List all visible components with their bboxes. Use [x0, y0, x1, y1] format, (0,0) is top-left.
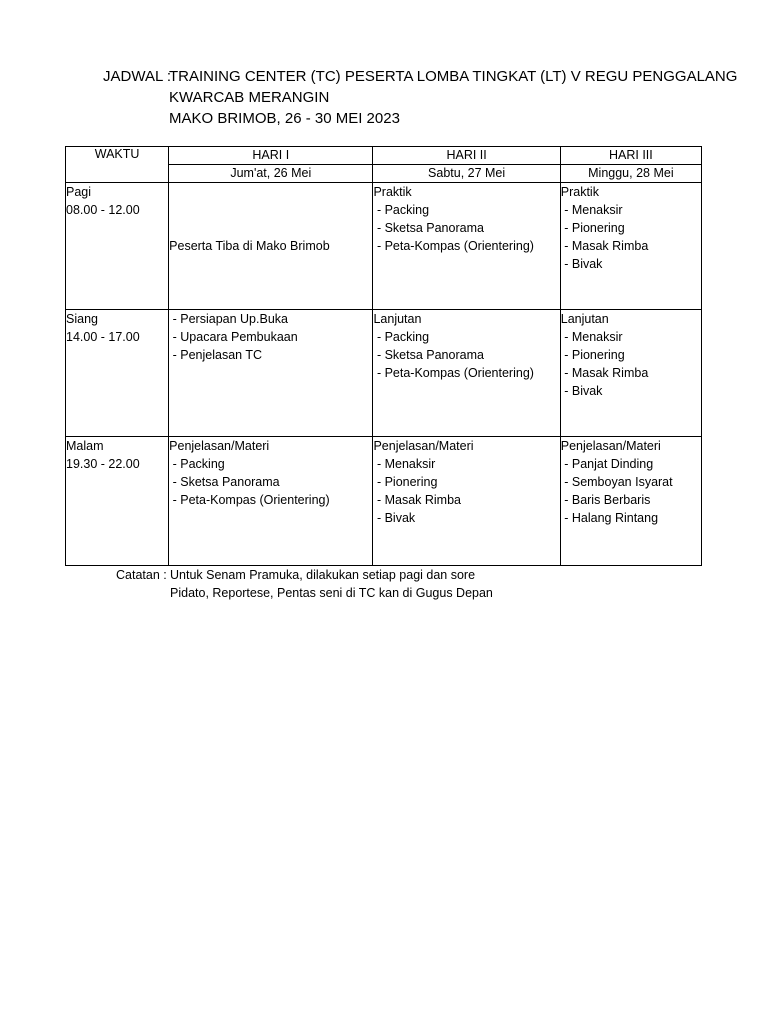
activity-cell	[169, 183, 373, 310]
activity-cell	[560, 310, 701, 437]
activity-line: Peserta Tiba di Mako Brimob	[169, 239, 330, 253]
activity-line: - Menaksir	[560, 330, 623, 344]
time-label: Malam	[66, 439, 104, 453]
waktu-header: WAKTU	[66, 147, 169, 183]
activity-line: - Pionering	[373, 475, 438, 489]
activity-line: - Menaksir	[560, 203, 623, 217]
header-spacer	[103, 87, 169, 108]
activity-line: - Masak Rimba	[373, 493, 461, 507]
activity-cell	[373, 183, 560, 310]
activity-line: - Peta-Kompas (Orientering)	[169, 493, 330, 507]
header-row	[103, 87, 737, 108]
notes-row	[116, 566, 493, 584]
day-date-1: Jum'at, 26 Mei	[169, 165, 373, 183]
table-row	[66, 183, 702, 310]
header-title-line: TRAINING CENTER (TC) PESERTA LOMBA TINGKAT (LT) V REGU PENGGALANG	[169, 68, 738, 85]
activity-line: - Packing	[373, 330, 430, 344]
activity-line: - Sketsa Panorama	[373, 221, 484, 235]
day-header-2: HARI II	[373, 147, 560, 165]
time-cell	[66, 183, 169, 310]
schedule-table	[65, 146, 702, 566]
activity-line: Praktik	[373, 185, 412, 199]
notes-label: Catatan :	[116, 568, 167, 582]
activity-line: - Bivak	[560, 257, 603, 271]
activity-line: - Sketsa Panorama	[169, 475, 280, 489]
activity-line: - Packing	[373, 203, 430, 217]
notes-line: Pidato, Reportese, Pentas seni di TC kan di Gugus Depan	[170, 586, 493, 600]
activity-line: Penjelasan/Materi	[560, 439, 661, 453]
time-label: Pagi	[66, 185, 92, 199]
header-organization-line: KWARCAB MERANGIN	[169, 89, 330, 106]
activity-line: - Semboyan Isyarat	[560, 475, 673, 489]
activity-cell	[373, 310, 560, 437]
header-row	[103, 108, 737, 129]
activity-line: - Bivak	[373, 511, 416, 525]
day-date-3: Minggu, 28 Mei	[560, 165, 701, 183]
activity-line: - Baris Berbaris	[560, 493, 651, 507]
activity-line: - Sketsa Panorama	[373, 348, 484, 362]
table-row	[66, 437, 702, 566]
activity-line: - Persiapan Up.Buka	[169, 312, 288, 326]
activity-line: - Peta-Kompas (Orientering)	[373, 239, 534, 253]
activity-cell	[169, 437, 373, 566]
notes-row	[116, 584, 493, 602]
header-label: JADWAL :	[103, 68, 172, 85]
time-cell	[66, 310, 169, 437]
table-header-row	[66, 147, 702, 165]
activity-line: - Peta-Kompas (Orientering)	[373, 366, 534, 380]
header-spacer	[103, 108, 169, 129]
table-row	[66, 310, 702, 437]
activity-line: - Menaksir	[373, 457, 436, 471]
activity-cell	[560, 437, 701, 566]
time-label: Siang	[66, 312, 98, 326]
header-row	[103, 66, 737, 87]
activity-line: - Penjelasan TC	[169, 348, 263, 362]
notes-line: Untuk Senam Pramuka, dilakukan setiap pagi dan sore	[170, 568, 476, 582]
activity-cell	[373, 437, 560, 566]
day-header-3: HARI III	[560, 147, 701, 165]
activity-line: Penjelasan/Materi	[169, 439, 270, 453]
time-range: 14.00 - 17.00	[66, 330, 140, 344]
notes-spacer	[116, 584, 170, 602]
activity-line: Lanjutan	[560, 312, 609, 326]
activity-line: - Pionering	[560, 221, 625, 235]
activity-line: - Masak Rimba	[560, 366, 649, 380]
time-cell	[66, 437, 169, 566]
activity-line: - Pionering	[560, 348, 625, 362]
header-location-date-line: MAKO BRIMOB, 26 - 30 MEI 2023	[169, 110, 400, 127]
activity-line: Penjelasan/Materi	[373, 439, 474, 453]
activity-line: - Panjat Dinding	[560, 457, 654, 471]
activity-line: - Packing	[169, 457, 225, 471]
time-range: 08.00 - 12.00	[66, 203, 140, 217]
activity-line: Praktik	[560, 185, 599, 199]
day-date-2: Sabtu, 27 Mei	[373, 165, 560, 183]
time-range: 19.30 - 22.00	[66, 457, 140, 471]
schedule-body	[66, 183, 702, 566]
activity-line: - Halang Rintang	[560, 511, 659, 525]
day-header-1: HARI I	[169, 147, 373, 165]
document-header	[103, 66, 737, 129]
activity-line: - Upacara Pembukaan	[169, 330, 298, 344]
activity-cell	[560, 183, 701, 310]
activity-line: - Bivak	[560, 384, 603, 398]
activity-line: Lanjutan	[373, 312, 422, 326]
notes-section	[116, 566, 493, 602]
activity-cell	[169, 310, 373, 437]
activity-line: - Masak Rimba	[560, 239, 649, 253]
